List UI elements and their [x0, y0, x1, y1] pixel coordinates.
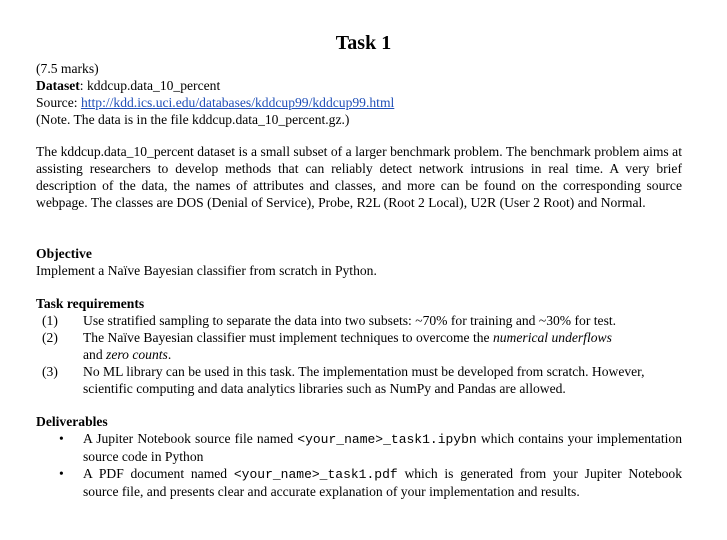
- note-text: (Note. The data is in the file kddcup.data_10_percent.gz.): [36, 112, 350, 127]
- dataset-value: : kddcup.data_10_percent: [79, 78, 221, 93]
- deliverable-text: which is generated from your Jupiter Notebook source file, and presents clear and accurate explanation of your implementation and results.: [83, 466, 683, 499]
- source-line: [36, 94, 682, 111]
- objective-section: [36, 245, 682, 279]
- deliverable-item-2: [36, 465, 682, 500]
- deliverables-section: [36, 413, 682, 500]
- source-label: Source:: [36, 95, 81, 110]
- requirement-number: (1): [42, 313, 58, 328]
- requirement-emphasis: numerical underflows: [492, 330, 612, 345]
- deliverable-text: A Jupiter Notebook source file named: [83, 431, 298, 446]
- objective-text: Implement a Naïve Bayesian classifier from scratch in Python.: [36, 263, 377, 278]
- requirement-item-2: [36, 329, 682, 363]
- source-link[interactable]: http://kdd.ics.uci.edu/databases/kddcup99/kddcup99.html: [80, 95, 395, 110]
- bullet-icon: •: [59, 466, 64, 481]
- page-title: Task 1: [335, 32, 392, 54]
- requirement-text: No ML library can be used in this task. The implementation must be developed from scratch. However, scientific computing and data analytics libraries such as NumPy and Pandas are allowed.: [83, 364, 645, 396]
- intro-paragraph: The kddcup.data_10_percent dataset is a small subset of a larger benchmark problem. The benchmark problem aims at assisting researchers to develop methods that can reliably detect network intrusions in real time. A very brief description of the data, the names of attributes and classes, and more can be found on the corresponding source webpage. The classes are DOS (Denial of Service), Probe, R2L (Root 2 Local), U2R (User 2 Root) and Normal.: [36, 144, 682, 210]
- dataset-line: [36, 77, 682, 94]
- deliverable-filename: <your_name>_task1.pdf: [233, 467, 398, 482]
- requirement-text: .: [167, 347, 172, 362]
- deliverable-text: which contains your implementation source code in Python: [83, 431, 682, 464]
- requirement-text-and: and: [83, 347, 107, 362]
- deliverable-item-1: [36, 430, 682, 465]
- requirement-item-3: [36, 363, 682, 397]
- objective-heading: Objective: [36, 246, 92, 261]
- task-header: [36, 60, 682, 128]
- requirement-number: (3): [42, 364, 58, 379]
- requirement-item-1: [36, 312, 682, 329]
- deliverable-text: A PDF document named: [83, 466, 234, 481]
- requirement-emphasis: zero counts: [106, 347, 168, 362]
- requirement-number: (2): [42, 330, 58, 345]
- deliverable-filename: <your_name>_task1.ipybn: [297, 432, 477, 447]
- marks-text: (7.5 marks): [36, 61, 99, 76]
- requirements-heading: Task requirements: [36, 296, 145, 311]
- requirements-section: [36, 295, 682, 397]
- bullet-icon: •: [59, 431, 64, 446]
- deliverables-heading: Deliverables: [36, 414, 108, 429]
- requirement-text: The Naïve Bayesian classifier must implement techniques to overcome the: [83, 330, 493, 345]
- requirement-text: Use stratified sampling to separate the data into two subsets: ~70% for training and ~30% for test.: [83, 313, 617, 328]
- dataset-label: Dataset: [36, 78, 80, 93]
